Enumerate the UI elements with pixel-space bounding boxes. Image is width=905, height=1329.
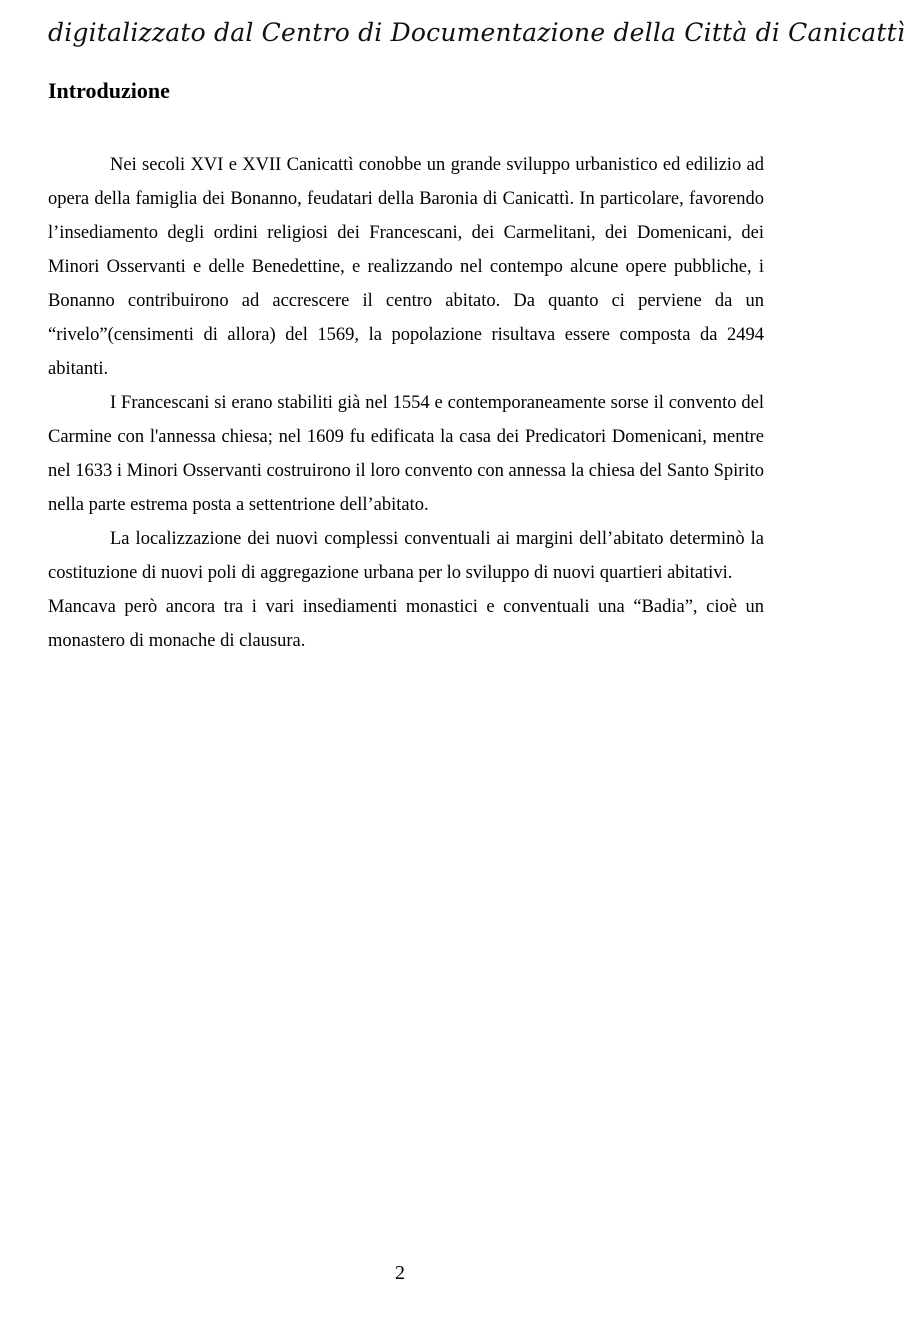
page-number: 2 <box>395 1262 405 1284</box>
paragraph-1: Nei secoli XVI e XVII Canicattì conobbe un grande sviluppo urbanistico ed edilizio ad opera della famiglia dei Bonanno, feudatari della Baronia di Canicattì. In particolare, favorendo l’insediamento degli ordini religiosi dei Francescani, dei Carmelitani, dei Domenicani, dei Minori Osservanti e delle Benedettine, e realizzando nel contempo alcune opere pubbliche, i Bonanno contribuirono ad accrescere il centro abitato. Da quanto ci perviene da un “rivelo”(censimenti di allora) del 1569, la popolazione risultava essere composta da 2494 abitanti. <box>48 155 764 379</box>
page-header: digitalizzato dal Centro di Documentazione della Città di Canicattì <box>48 18 905 47</box>
page-title: Introduzione <box>48 78 170 103</box>
body-text <box>48 148 764 658</box>
paragraph-4: Mancava però ancora tra i vari insediamenti monastici e conventuali una “Badia”, cioè un monastero di monache di clausura. <box>48 597 764 651</box>
paragraph-2: I Francescani si erano stabiliti già nel 1554 e contemporaneamente sorse il convento del Carmine con l'annessa chiesa; nel 1609 fu edificata la casa dei Predicatori Domenicani, mentre nel 1633 i Minori Osservanti costruirono il loro convento con annessa la chiesa del Santo Spirito nella parte estrema posta a settentrione dell’abitato. <box>48 393 764 515</box>
paragraph-3: La localizzazione dei nuovi complessi conventuali ai margini dell’abitato determinò la costituzione di nuovi poli di aggregazione urbana per lo sviluppo di nuovi quartieri abitativi. <box>48 529 764 583</box>
